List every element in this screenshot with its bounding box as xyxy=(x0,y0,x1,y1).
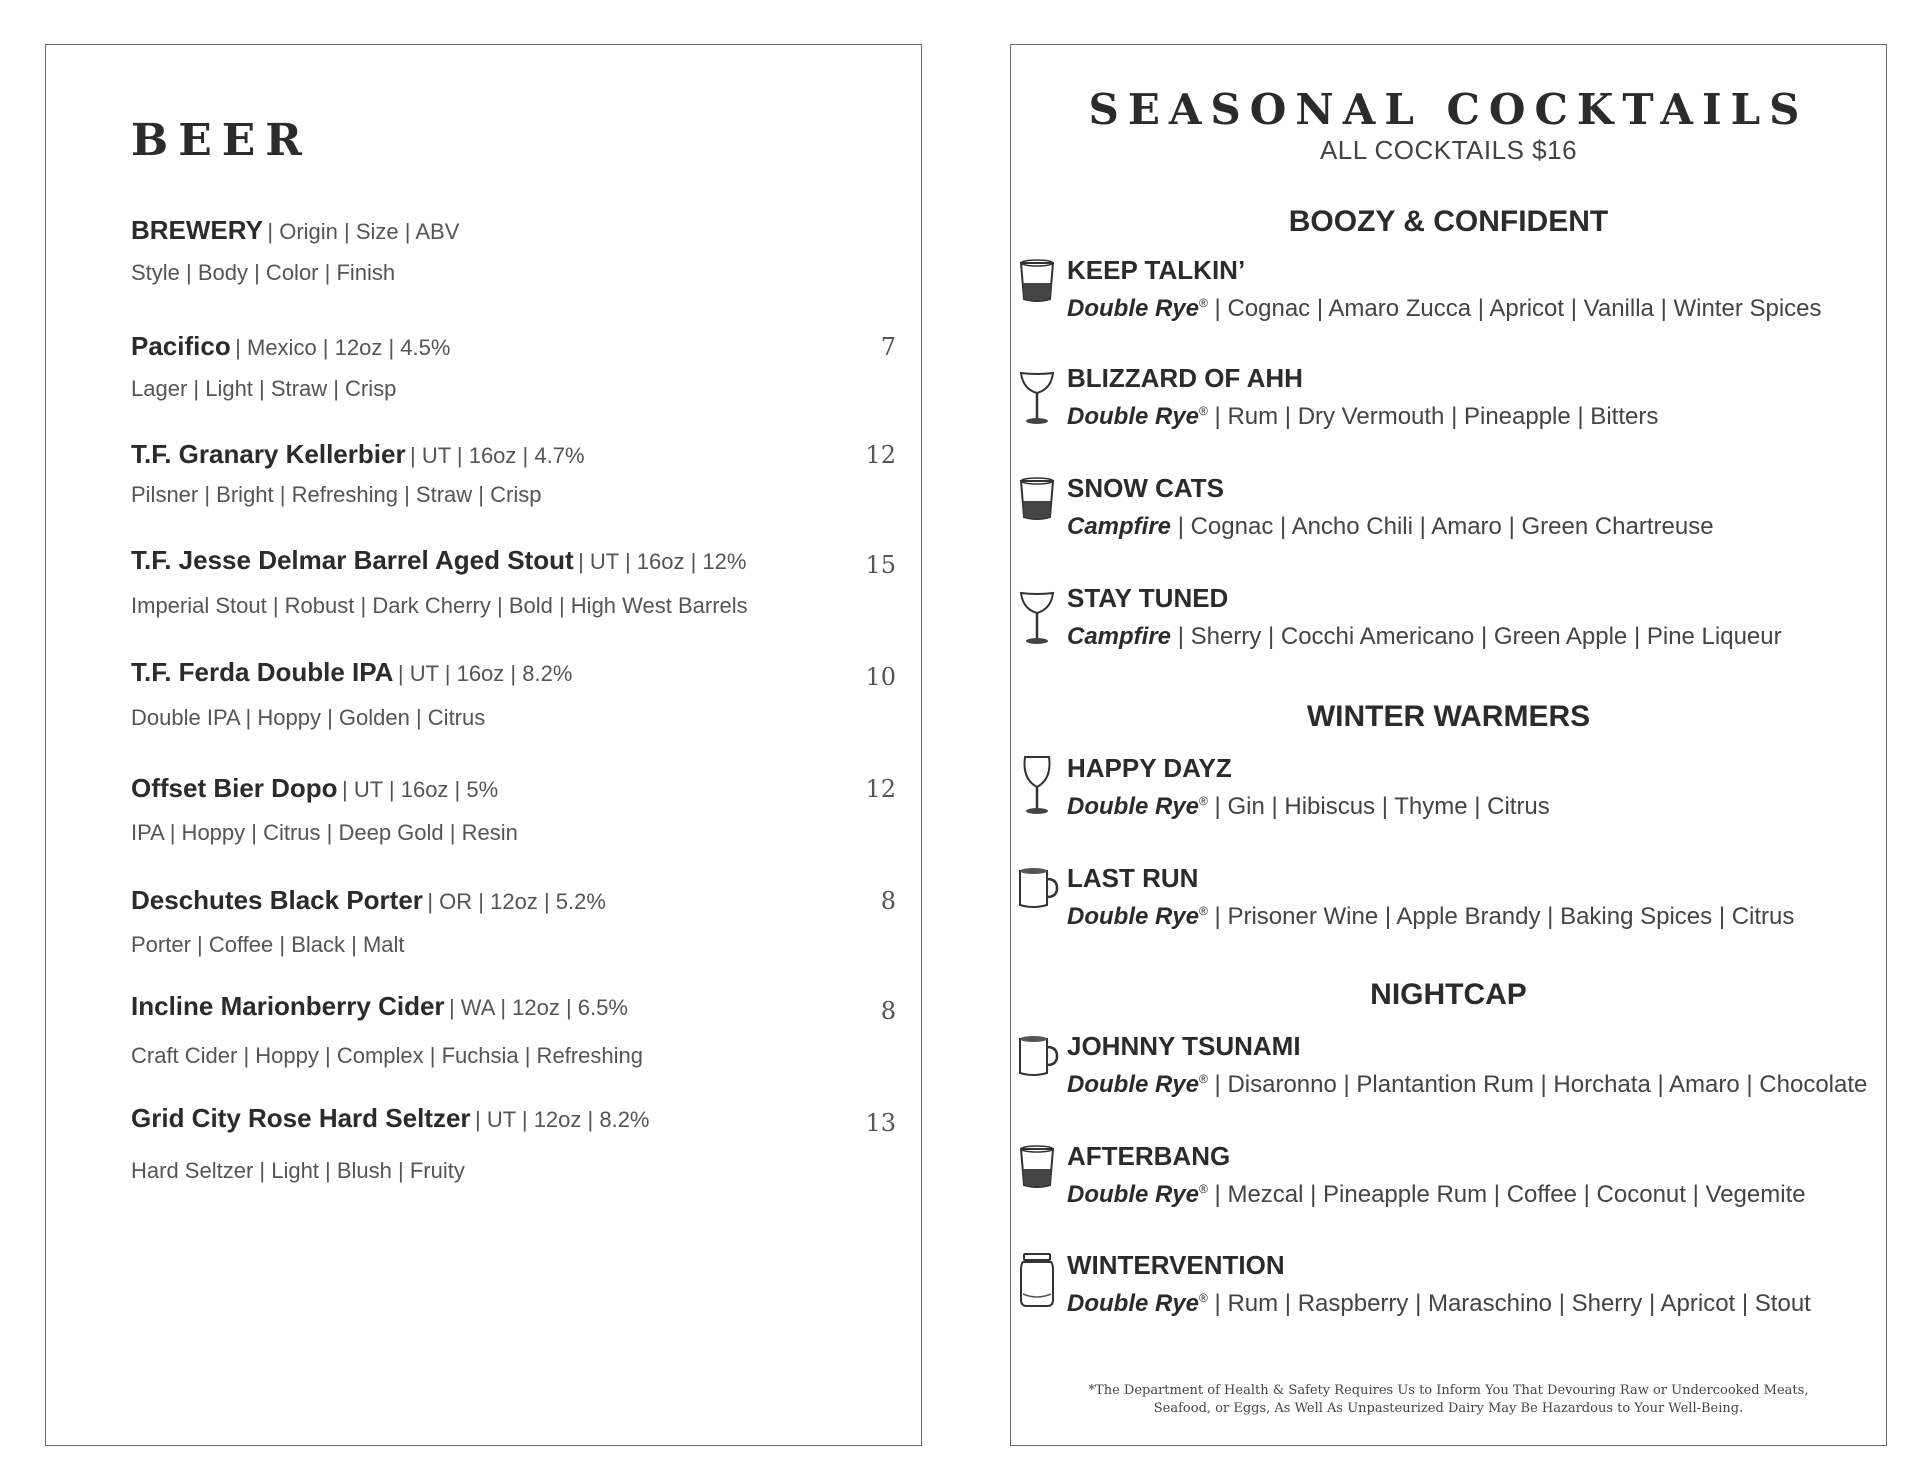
beer-item xyxy=(131,657,896,747)
cocktail-name: JOHNNY TSUNAMI xyxy=(1067,1031,1301,1061)
beer-legend xyxy=(131,215,896,305)
beer-price: 8 xyxy=(880,997,896,1025)
beer-name: T.F. Granary Kellerbier xyxy=(131,439,406,469)
cocktail-base-spirit: Double Rye® xyxy=(1067,403,1208,430)
mug-icon xyxy=(1015,863,1059,929)
cocktail-name: SNOW CATS xyxy=(1067,473,1224,503)
beer-item xyxy=(131,439,896,529)
beer-item xyxy=(131,545,896,635)
cocktail-base-spirit: Double Rye® xyxy=(1067,1071,1208,1098)
section-title: BOOZY & CONFIDENT xyxy=(1288,205,1609,238)
beer-item xyxy=(131,1103,896,1193)
section-title: NIGHTCAP xyxy=(1370,978,1527,1011)
coupe-glass-icon xyxy=(1015,583,1059,649)
cocktail-base-spirit: Double Rye® xyxy=(1067,903,1208,930)
beer-item xyxy=(131,885,896,975)
beer-menu-panel xyxy=(45,44,922,1446)
beer-item xyxy=(131,773,896,863)
cocktail-menu-panel xyxy=(1010,44,1887,1446)
beer-price: 12 xyxy=(865,775,896,803)
beer-meta: | UT | 12oz | 8.2% xyxy=(475,1107,650,1132)
cocktail-base-spirit: Double Rye® xyxy=(1067,295,1208,322)
cocktail-name: STAY TUNED xyxy=(1067,583,1229,613)
cocktail-name: BLIZZARD OF AHH xyxy=(1067,363,1303,393)
beer-legend-name: BREWERY xyxy=(131,215,263,245)
beer-style: Hard Seltzer | Light | Blush | Fruity xyxy=(131,1158,465,1183)
beer-name: Pacifico xyxy=(131,331,231,361)
beer-style: Pilsner | Bright | Refreshing | Straw | Crisp xyxy=(131,482,542,507)
cocktail-ingredients: Campfire | Cognac | Ancho Chili | Amaro | Green Chartreuse xyxy=(1067,513,1714,540)
cocktail-base-spirit: Campfire xyxy=(1067,513,1172,540)
cocktail-ingredients: Double Rye® | Disaronno | Plantantion Rum | Horchata | Amaro | Chocolate xyxy=(1067,1071,1868,1098)
cocktail-item xyxy=(1011,1141,1886,1231)
beer-legend-style: Style | Body | Color | Finish xyxy=(131,260,396,285)
beer-price: 12 xyxy=(865,441,896,469)
beer-meta: | UT | 16oz | 12% xyxy=(578,549,747,574)
beer-meta: | OR | 12oz | 5.2% xyxy=(427,889,606,914)
beer-item xyxy=(131,991,896,1081)
beer-price: 7 xyxy=(880,333,896,361)
mug-icon xyxy=(1015,1031,1059,1097)
beer-price: 8 xyxy=(880,887,896,915)
cocktail-base-spirit: Double Rye® xyxy=(1067,1290,1208,1317)
health-disclaimer xyxy=(1071,1382,1826,1418)
beer-name: Grid City Rose Hard Seltzer xyxy=(131,1103,471,1133)
cocktails-subtitle: ALL COCKTAILS $16 xyxy=(1319,135,1578,165)
beer-legend-meta: | Origin | Size | ABV xyxy=(267,219,460,244)
beer-style: Craft Cider | Hoppy | Complex | Fuchsia | Refreshing xyxy=(131,1043,643,1068)
cocktail-base-spirit: Campfire xyxy=(1067,623,1172,650)
cocktail-name: LAST RUN xyxy=(1067,863,1199,893)
beer-price: 10 xyxy=(865,663,896,691)
cocktail-ingredients: Double Rye® | Mezcal | Pineapple Rum | Coffee | Coconut | Vegemite xyxy=(1067,1181,1806,1208)
beer-price: 15 xyxy=(865,551,896,579)
disclaimer-line: Seafood, or Eggs, As Well As Unpasteurized Dairy May Be Hazardous to Your Well-Being. xyxy=(1153,1401,1744,1416)
beer-name: T.F. Jesse Delmar Barrel Aged Stout xyxy=(131,545,574,575)
beer-meta: | UT | 16oz | 5% xyxy=(342,777,499,802)
cocktail-ingredients: Double Rye® | Rum | Raspberry | Maraschino | Sherry | Apricot | Stout xyxy=(1067,1290,1811,1317)
beer-name: T.F. Ferda Double IPA xyxy=(131,657,394,687)
cocktails-title: SEASONAL COCKTAILS xyxy=(1088,85,1809,134)
disclaimer-line: *The Department of Health & Safety Requires Us to Inform You That Devouring Raw or Undercooked Meats, xyxy=(1088,1383,1809,1398)
rocks-glass-icon xyxy=(1015,473,1059,539)
beer-style: IPA | Hoppy | Citrus | Deep Gold | Resin xyxy=(131,820,518,845)
beer-title: BEER xyxy=(131,115,312,166)
cocktail-ingredients: Campfire | Sherry | Cocchi Americano | Green Apple | Pine Liqueur xyxy=(1067,623,1782,650)
beer-meta: | Mexico | 12oz | 4.5% xyxy=(235,335,451,360)
beer-name: Offset Bier Dopo xyxy=(131,773,338,803)
rocks-glass-icon xyxy=(1015,1141,1059,1207)
rocks-glass-icon xyxy=(1015,255,1059,321)
wine-glass-icon xyxy=(1015,753,1059,819)
cocktail-base-spirit: Double Rye® xyxy=(1067,793,1208,820)
beer-style: Imperial Stout | Robust | Dark Cherry | Bold | High West Barrels xyxy=(131,593,748,618)
cocktail-base-spirit: Double Rye® xyxy=(1067,1181,1208,1208)
beer-style: Double IPA | Hoppy | Golden | Citrus xyxy=(131,705,486,730)
cocktail-item xyxy=(1011,1250,1886,1340)
cocktail-name: HAPPY DAYZ xyxy=(1067,753,1232,783)
beer-style: Lager | Light | Straw | Crisp xyxy=(131,376,397,401)
beer-item xyxy=(131,331,896,421)
cocktail-ingredients: Double Rye® | Rum | Dry Vermouth | Pineapple | Bitters xyxy=(1067,403,1659,430)
cocktail-name: AFTERBANG xyxy=(1067,1141,1231,1171)
cocktail-name: KEEP TALKIN’ xyxy=(1067,255,1246,285)
beer-meta: | WA | 12oz | 6.5% xyxy=(448,995,628,1020)
cocktail-item xyxy=(1011,753,1886,843)
beer-meta: | UT | 16oz | 4.7% xyxy=(410,443,585,468)
cocktail-ingredients: Double Rye® | Gin | Hibiscus | Thyme | Citrus xyxy=(1067,793,1550,820)
mason-jar-icon xyxy=(1015,1250,1059,1316)
cocktail-item xyxy=(1011,583,1886,673)
cocktail-name: WINTERVENTION xyxy=(1067,1250,1285,1280)
beer-name: Incline Marionberry Cider xyxy=(131,991,445,1021)
coupe-glass-icon xyxy=(1015,363,1059,429)
beer-meta: | UT | 16oz | 8.2% xyxy=(397,661,573,686)
cocktail-item xyxy=(1011,363,1886,453)
beer-name: Deschutes Black Porter xyxy=(131,885,423,915)
beer-price: 13 xyxy=(865,1109,896,1137)
section-title: WINTER WARMERS xyxy=(1306,700,1591,733)
cocktail-item xyxy=(1011,1031,1886,1121)
beer-style: Porter | Coffee | Black | Malt xyxy=(131,932,405,957)
cocktail-item xyxy=(1011,863,1886,953)
cocktail-ingredients: Double Rye® | Prisoner Wine | Apple Brandy | Baking Spices | Citrus xyxy=(1067,903,1795,930)
cocktail-ingredients: Double Rye® | Cognac | Amaro Zucca | Apricot | Vanilla | Winter Spices xyxy=(1067,295,1822,322)
cocktail-item xyxy=(1011,255,1886,345)
cocktail-item xyxy=(1011,473,1886,563)
